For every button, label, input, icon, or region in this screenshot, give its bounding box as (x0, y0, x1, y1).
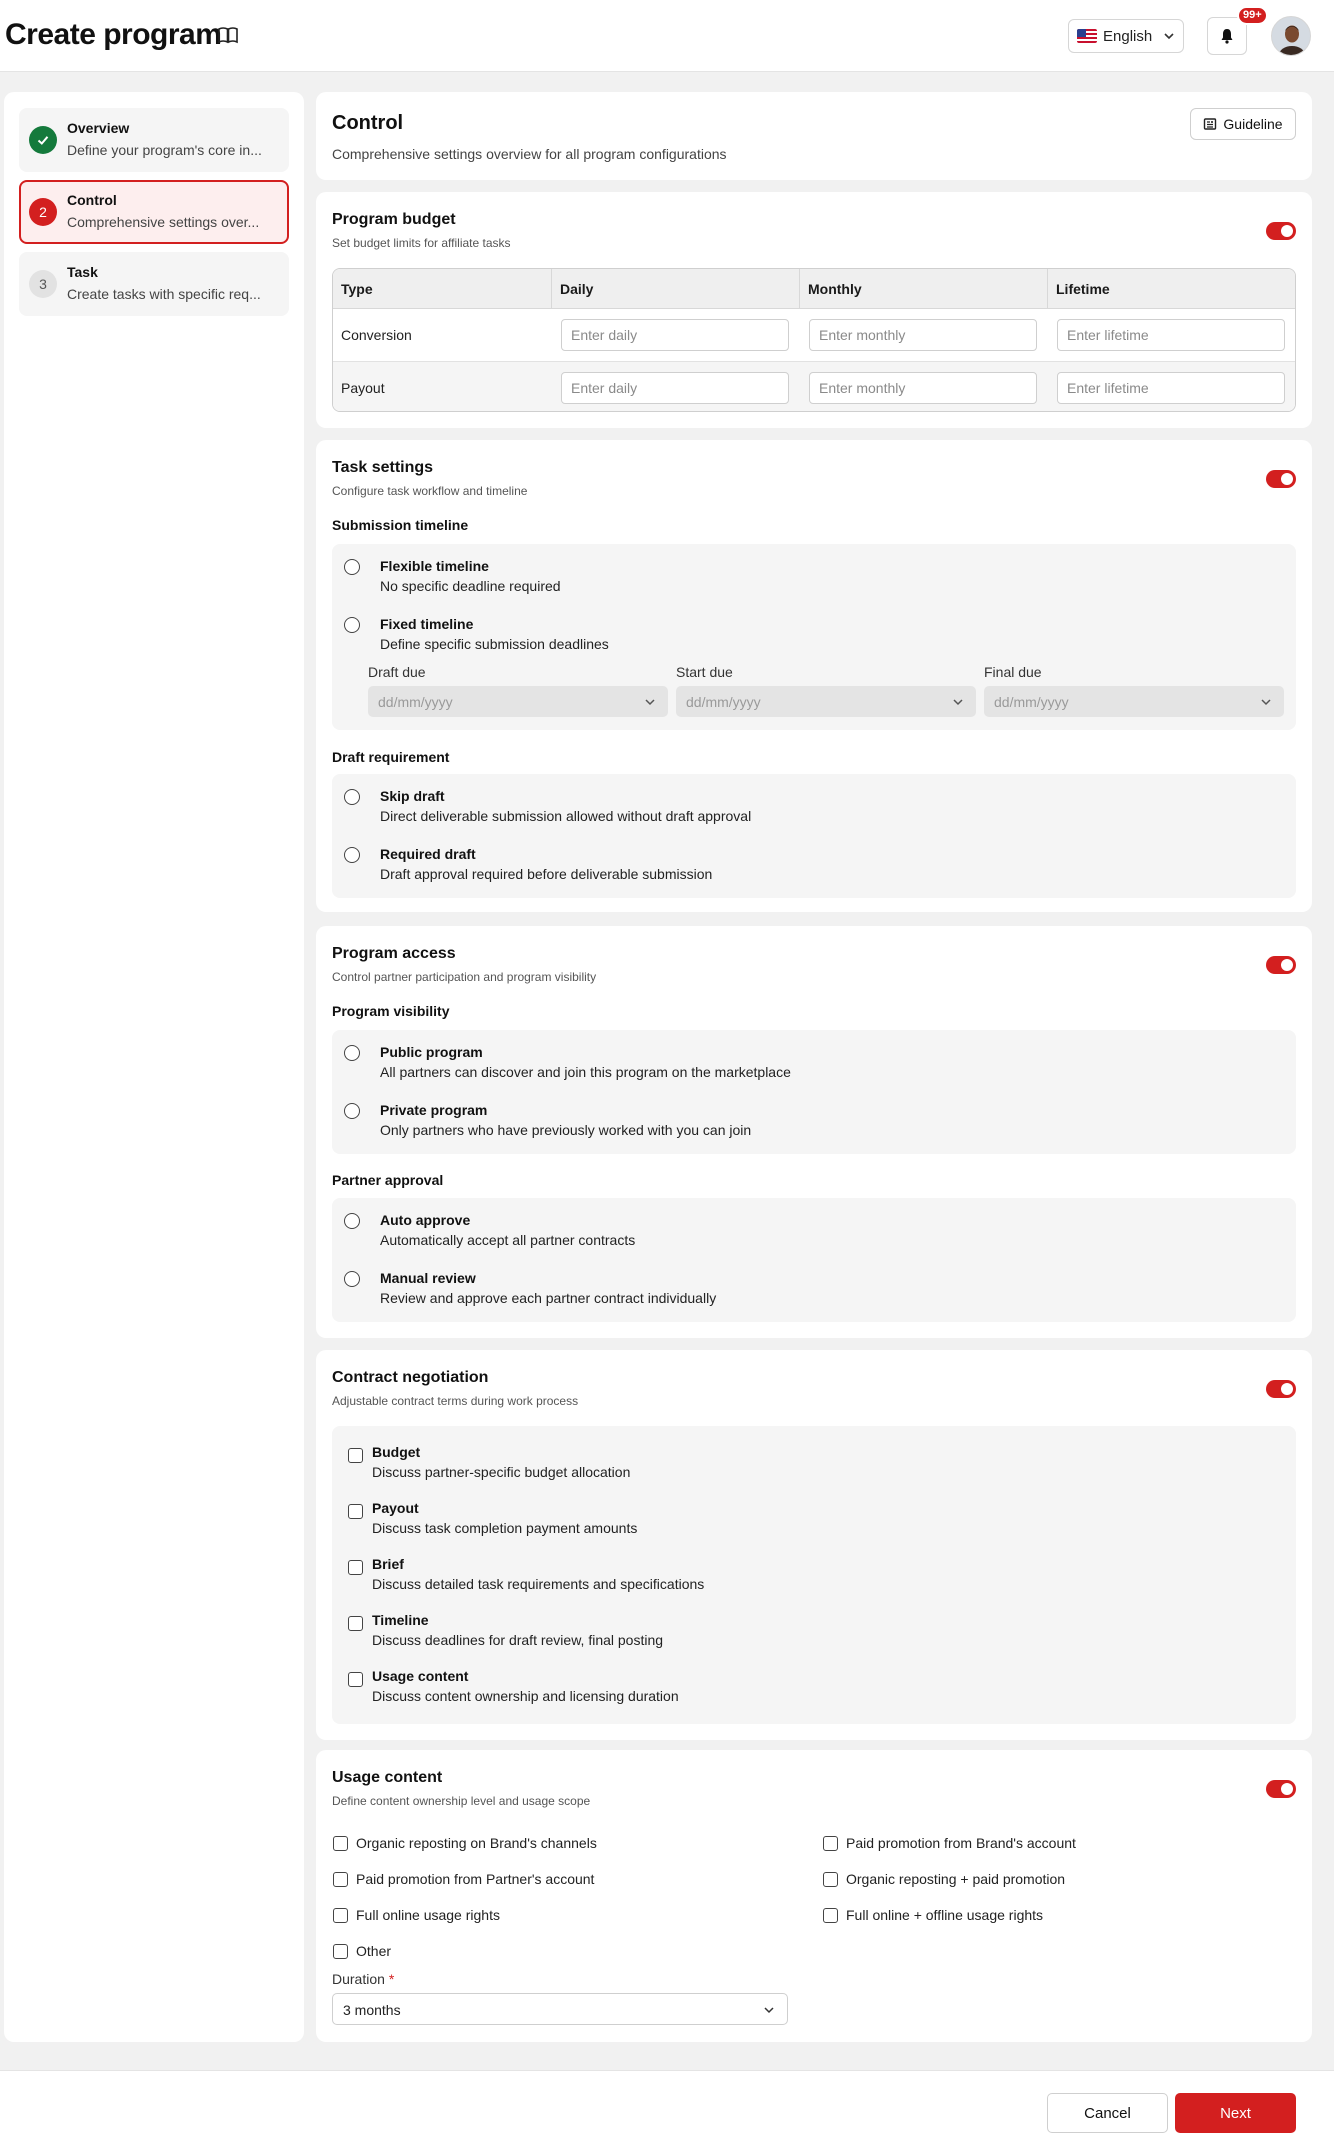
option-description: Only partners who have previously worked with you can join (380, 1122, 752, 1138)
chevron-down-icon (1163, 30, 1175, 42)
checkbox-label: Full online + offline usage rights (846, 1907, 1044, 1923)
column-header: Type (341, 281, 373, 297)
conversion-daily-input[interactable] (561, 319, 789, 351)
checkbox-label: Paid promotion from Partner's account (356, 1871, 595, 1887)
us-flag-icon (1077, 29, 1097, 43)
chevron-down-icon (1260, 696, 1272, 708)
task-settings-card (316, 440, 1312, 912)
option-title: Public program (380, 1044, 483, 1060)
row-type: Payout (341, 380, 385, 396)
submission-options (332, 544, 1296, 730)
checkbox[interactable] (333, 1944, 348, 1959)
radio-button[interactable] (344, 789, 360, 805)
draft-due-label: Draft due (368, 664, 426, 680)
program-budget-card (316, 192, 1312, 428)
option-title: Manual review (380, 1270, 476, 1286)
table-row (333, 361, 1295, 412)
option-description: Discuss partner-specific budget allocation (372, 1464, 631, 1480)
checkbox[interactable] (348, 1616, 363, 1631)
section-subtitle: Control partner participation and program visibility (332, 970, 597, 984)
radio-button[interactable] (344, 1213, 360, 1229)
checkbox[interactable] (348, 1504, 363, 1519)
option-description: Define specific submission deadlines (380, 636, 609, 652)
option-description: Discuss content ownership and licensing duration (372, 1688, 679, 1704)
payout-monthly-input[interactable] (809, 372, 1037, 404)
section-title: Task settings (332, 459, 434, 476)
payout-lifetime-input[interactable] (1057, 372, 1285, 404)
bell-icon (1220, 28, 1234, 44)
radio-button[interactable] (344, 617, 360, 633)
option-description: Discuss task completion payment amounts (372, 1520, 638, 1536)
checkbox[interactable] (348, 1672, 363, 1687)
page-title: Create program (5, 18, 222, 51)
duration-label-text: Duration (332, 1971, 385, 1987)
radio-button[interactable] (344, 1271, 360, 1287)
checkbox[interactable] (333, 1872, 348, 1887)
section-title: Contract negotiation (332, 1369, 489, 1386)
required-marker: * (388, 1971, 395, 1987)
option-description: Draft approval required before deliverable submission (380, 866, 713, 882)
duration-select[interactable] (332, 1993, 788, 2025)
task-settings-toggle[interactable] (1266, 470, 1296, 488)
check-icon (29, 126, 57, 154)
option-description: Review and approve each partner contract individually (380, 1290, 717, 1306)
duration-value: 3 months (343, 2002, 401, 2018)
language-label: English (1103, 27, 1153, 45)
step-number: 2 (29, 198, 57, 226)
budget-table (332, 268, 1296, 412)
step-title: Task (67, 264, 98, 280)
column-header: Monthly (799, 269, 1047, 308)
cancel-button[interactable]: Cancel (1047, 2093, 1168, 2133)
step-overview[interactable] (19, 108, 289, 172)
checkbox-label: Paid promotion from Brand's account (846, 1835, 1076, 1851)
step-control[interactable] (19, 180, 289, 244)
payout-daily-input[interactable] (561, 372, 789, 404)
chevron-down-icon (763, 2004, 775, 2016)
column-header: Daily (551, 269, 799, 308)
avatar[interactable] (1271, 16, 1311, 56)
visibility-options (332, 1030, 1296, 1154)
section-title: Program budget (332, 211, 456, 228)
section-title: Usage content (332, 1769, 443, 1786)
option-description: No specific deadline required (380, 578, 561, 594)
checkbox[interactable] (823, 1908, 838, 1923)
row-type: Conversion (341, 327, 412, 343)
next-button[interactable]: Next (1175, 2093, 1296, 2133)
section-title: Program access (332, 945, 456, 962)
table-header (333, 269, 1295, 309)
step-task[interactable] (19, 252, 289, 316)
option-title: Private program (380, 1102, 488, 1118)
draft-due-select[interactable] (368, 686, 668, 717)
conversion-monthly-input[interactable] (809, 319, 1037, 351)
section-subtitle: Adjustable contract terms during work process (332, 1394, 579, 1408)
date-placeholder: dd/mm/yyyy (994, 694, 1069, 710)
option-description: Automatically accept all partner contracts (380, 1232, 636, 1248)
start-due-select[interactable] (676, 686, 976, 717)
radio-button[interactable] (344, 847, 360, 863)
approval-options (332, 1198, 1296, 1322)
contract-negotiation-toggle[interactable] (1266, 1380, 1296, 1398)
chevron-down-icon (644, 696, 656, 708)
option-title: Auto approve (380, 1212, 471, 1228)
section-subtitle: Configure task workflow and timeline (332, 484, 528, 498)
section-subtitle: Comprehensive settings overview for all program configurations (332, 146, 727, 162)
option-title: Budget (372, 1444, 421, 1460)
stepper-sidebar (4, 92, 304, 2042)
negotiation-options (332, 1426, 1296, 1724)
option-description: Discuss deadlines for draft review, final posting (372, 1632, 664, 1648)
footer-bar (0, 2070, 1334, 2152)
option-title: Brief (372, 1556, 404, 1572)
radio-button[interactable] (344, 1103, 360, 1119)
option-title: Skip draft (380, 788, 445, 804)
option-description: Direct deliverable submission allowed without draft approval (380, 808, 752, 824)
checkbox-label: Other (356, 1943, 392, 1959)
step-description: Comprehensive settings over... (67, 214, 260, 230)
book-icon[interactable] (217, 26, 239, 44)
program-visibility-heading: Program visibility (332, 1003, 450, 1019)
checkbox[interactable] (333, 1908, 348, 1923)
duration-label (332, 1971, 394, 1987)
option-title: Payout (372, 1500, 419, 1516)
control-header-card (316, 92, 1312, 180)
notification-badge: 99+ (1237, 6, 1268, 25)
start-due-label: Start due (676, 664, 733, 680)
guideline-label: Guideline (1223, 116, 1283, 132)
option-description: All partners can discover and join this program on the marketplace (380, 1064, 791, 1080)
option-title: Required draft (380, 846, 476, 862)
date-placeholder: dd/mm/yyyy (378, 694, 453, 710)
step-title: Control (67, 192, 117, 208)
column-header: Lifetime (1047, 269, 1296, 308)
option-title: Fixed timeline (380, 616, 474, 632)
draft-requirement-heading: Draft requirement (332, 749, 450, 765)
usage-content-card (316, 1750, 1312, 2042)
conversion-lifetime-input[interactable] (1057, 319, 1285, 351)
step-description: Define your program's core in... (67, 142, 262, 158)
table-row (333, 309, 1295, 361)
step-title: Overview (67, 120, 130, 136)
top-bar (0, 0, 1334, 72)
step-description: Create tasks with specific req... (67, 286, 261, 302)
section-title: Control (332, 112, 404, 134)
program-access-card (316, 926, 1312, 1338)
checkbox[interactable] (823, 1872, 838, 1887)
checkbox-label: Full online usage rights (356, 1907, 500, 1923)
contract-negotiation-card (316, 1350, 1312, 1740)
date-placeholder: dd/mm/yyyy (686, 694, 761, 710)
final-due-select[interactable] (984, 686, 1284, 717)
radio-button[interactable] (344, 559, 360, 575)
draft-options (332, 774, 1296, 898)
step-number: 3 (29, 270, 57, 298)
chevron-down-icon (952, 696, 964, 708)
section-subtitle: Define content ownership level and usage scope (332, 1794, 591, 1808)
option-title: Usage content (372, 1668, 469, 1684)
checkbox-label: Organic reposting on Brand's channels (356, 1835, 597, 1851)
guideline-button[interactable] (1190, 108, 1296, 140)
submission-timeline-heading: Submission timeline (332, 517, 469, 533)
option-title: Timeline (372, 1612, 429, 1628)
checkbox[interactable] (348, 1560, 363, 1575)
program-access-toggle[interactable] (1266, 956, 1296, 974)
radio-button[interactable] (344, 1045, 360, 1061)
section-subtitle: Set budget limits for affiliate tasks (332, 236, 511, 250)
option-description: Discuss detailed task requirements and specifications (372, 1576, 705, 1592)
partner-approval-heading: Partner approval (332, 1172, 444, 1188)
usage-content-toggle[interactable] (1266, 1780, 1296, 1798)
budget-toggle[interactable] (1266, 222, 1296, 240)
checkbox-label: Organic reposting + paid promotion (846, 1871, 1066, 1887)
checkbox[interactable] (333, 1836, 348, 1851)
final-due-label: Final due (984, 664, 1042, 680)
checkbox[interactable] (823, 1836, 838, 1851)
option-title: Flexible timeline (380, 558, 489, 574)
language-selector[interactable] (1068, 19, 1184, 53)
checkbox[interactable] (348, 1448, 363, 1463)
document-icon (1203, 117, 1217, 131)
